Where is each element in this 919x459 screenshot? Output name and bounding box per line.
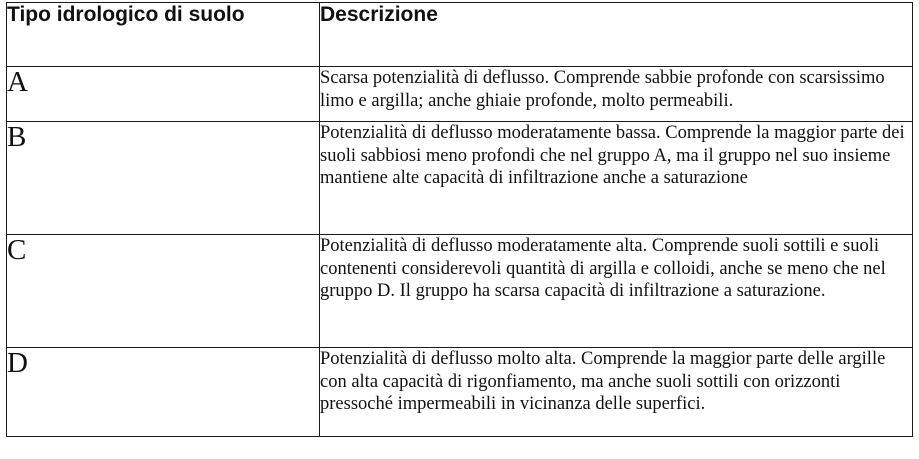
soil-type-table	[6, 2, 913, 437]
table-header-row	[7, 3, 913, 67]
header-description: Descrizione	[320, 3, 913, 67]
soil-type-cell: C	[7, 235, 320, 348]
soil-type-cell: B	[7, 122, 320, 235]
table-row	[7, 235, 913, 348]
table-row	[7, 67, 913, 122]
description-cell: Potenzialità di deflusso molto alta. Comprende la maggior parte delle argille con alta capacità di rigonfiamento, ma anche suoli sottili con orizzonti pressoché impermeabili in vicinanza delle superfici.	[320, 348, 913, 437]
header-type: Tipo idrologico di suolo	[7, 3, 320, 67]
table-row	[7, 348, 913, 437]
soil-type-cell: A	[7, 67, 320, 122]
description-cell: Scarsa potenzialità di deflusso. Comprende sabbie profonde con scarsissimo limo e argilla; anche ghiaie profonde, molto permeabili.	[320, 67, 913, 122]
description-cell: Potenzialità di deflusso moderatamente alta. Comprende suoli sottili e suoli contenenti considerevoli quantità di argilla e colloidi, anche se meno che nel gruppo D. Il gruppo ha scarsa capacità di infiltrazione a saturazione.	[320, 235, 913, 348]
description-cell: Potenzialità di deflusso moderatamente bassa. Comprende la maggior parte dei suoli sabbiosi meno profondi che nel gruppo A, ma il gruppo nel suo insieme mantiene alte capacità di infiltrazione anche a saturazione	[320, 122, 913, 235]
table-row	[7, 122, 913, 235]
soil-type-cell: D	[7, 348, 320, 437]
